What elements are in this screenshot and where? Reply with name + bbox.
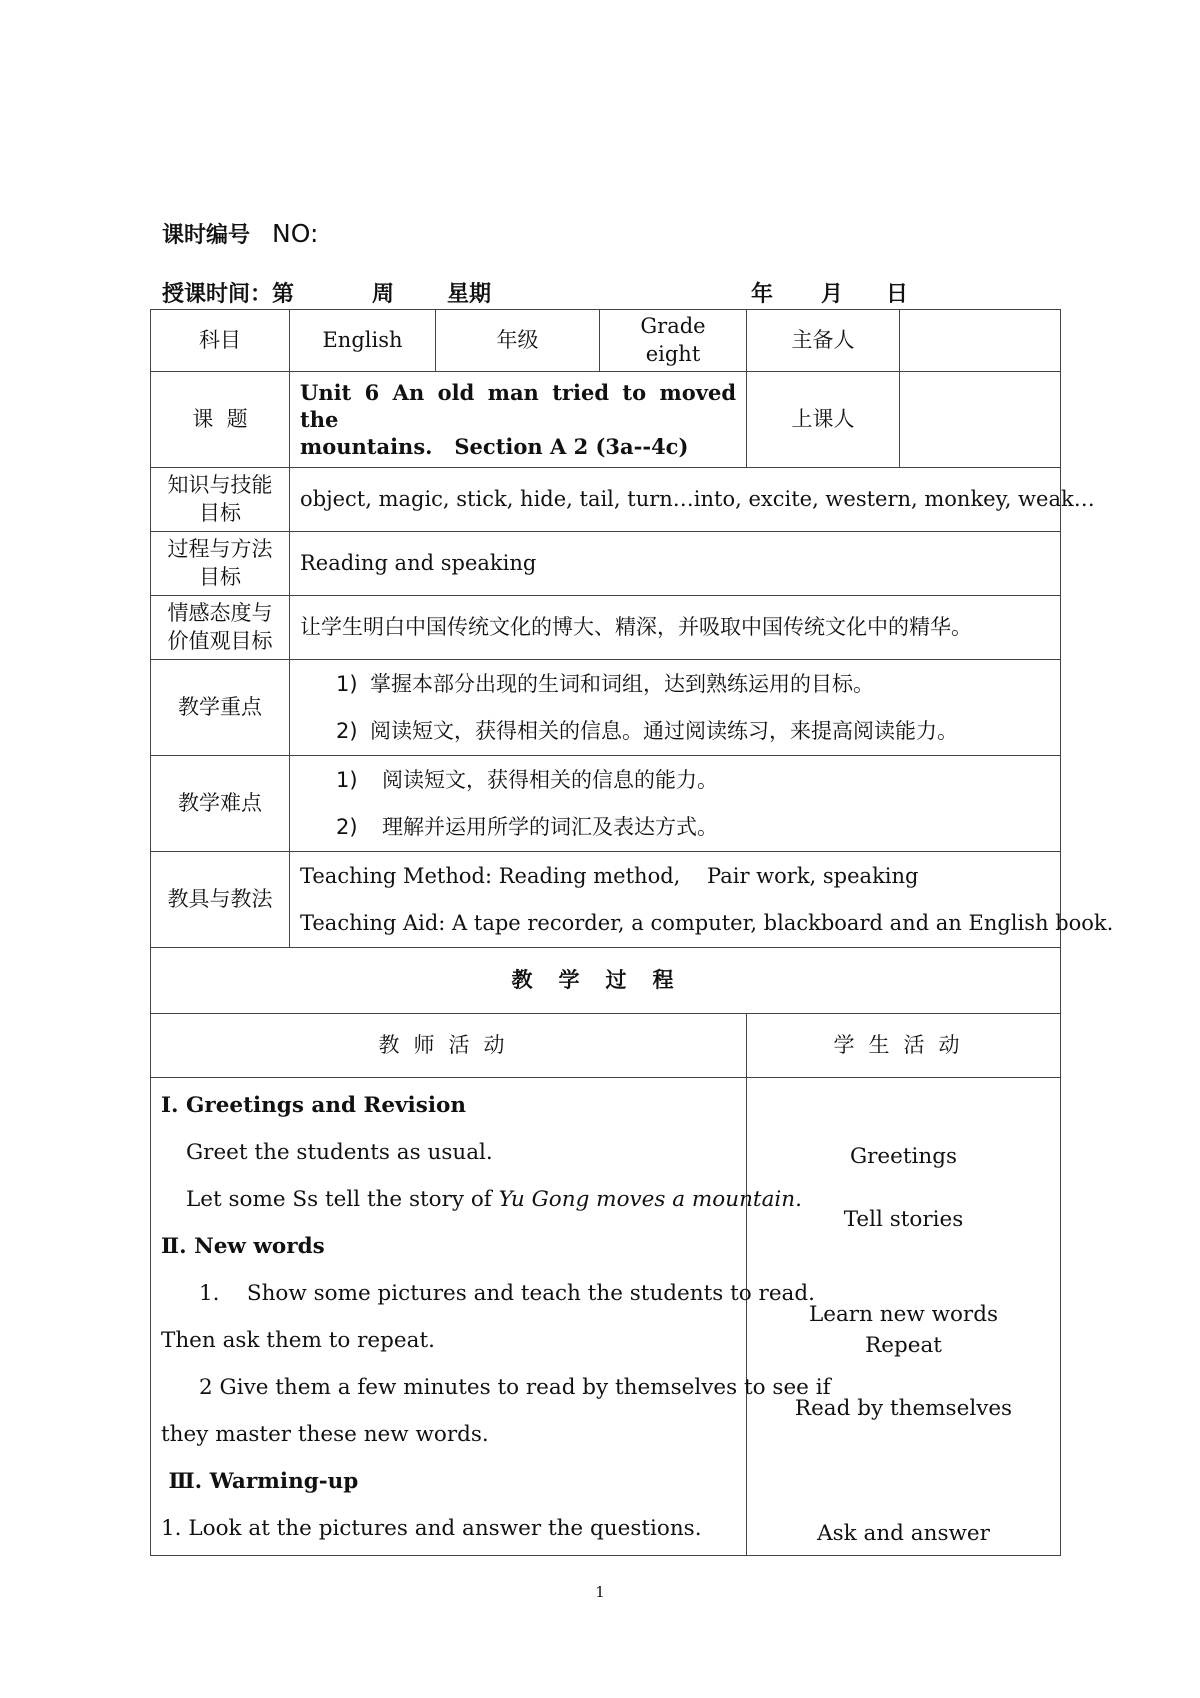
difficult-point-item <box>300 757 1050 804</box>
teacher-activity-header: 教师活动 <box>151 1014 747 1078</box>
topic-label: 课 题 <box>151 372 290 468</box>
key-points-row <box>151 660 1061 756</box>
key-point-text: 阅读短文，获得相关的信息。通过阅读练习，来提高阅读能力。 <box>370 718 958 743</box>
week-label: 周 <box>372 282 395 307</box>
emotion-label-line-1: 情感态度与 <box>167 601 273 626</box>
day-label: 日 <box>886 282 909 307</box>
difficult-points-row <box>151 756 1061 852</box>
teaching-method: Teaching Method: Reading method, Pair work, speaking <box>300 863 919 888</box>
weekday-label: 星期 <box>447 282 492 307</box>
teacher-value <box>900 372 1061 468</box>
year-label: 年 <box>751 282 774 307</box>
topic-line-1: Unit 6 An old man tried to moved the <box>300 379 736 432</box>
lesson-time-label: 授课时间：第 <box>162 282 295 307</box>
knowledge-label-line-1: 知识与技能 <box>167 473 273 498</box>
teacher-step: 1. Look at the pictures and answer the questions. <box>161 1515 702 1541</box>
lesson-number-value: NO: <box>272 219 319 248</box>
emotion-row <box>151 596 1061 660</box>
process-row <box>151 532 1061 596</box>
process-label-line-2: 目标 <box>199 564 241 589</box>
knowledge-row <box>151 468 1061 532</box>
section-heading: Ⅲ. Warming-up <box>161 1468 359 1494</box>
process-value: Reading and speaking <box>290 532 1061 596</box>
method-value <box>290 852 1114 948</box>
difficult-point-number: 1) <box>336 767 358 792</box>
teaching-aid: Teaching Aid: A tape recorder, a computer, blackboard and an English book. <box>300 910 1114 935</box>
preparer-label: 主备人 <box>747 310 900 372</box>
grade-value: Grade eight <box>600 310 747 372</box>
knowledge-label-line-2: 目标 <box>199 500 241 525</box>
lesson-plan-table <box>150 309 1114 1556</box>
key-point-item <box>300 661 1050 708</box>
difficult-points-label: 教学难点 <box>151 756 290 852</box>
teacher-step: Greet the students as usual. <box>186 1139 493 1165</box>
teacher-step <box>161 1176 802 1223</box>
preparer-value <box>900 310 1061 372</box>
difficult-point-text: 阅读短文，获得相关的信息的能力。 <box>382 767 718 792</box>
process-label-line-1: 过程与方法 <box>167 537 273 562</box>
process-label <box>151 532 290 596</box>
topic-value <box>290 372 747 468</box>
student-activity: Greetings <box>849 1144 958 1169</box>
subject-value: English <box>290 310 436 372</box>
page-number: 1 <box>595 1583 605 1601</box>
story-title: Yu Gong moves a mountain <box>498 1186 796 1212</box>
student-activity: Repeat <box>865 1333 942 1358</box>
section-heading: Ⅰ. Greetings and Revision <box>161 1092 466 1118</box>
knowledge-label <box>151 468 290 532</box>
key-point-number: 2) <box>336 718 358 743</box>
method-label: 教具与教法 <box>151 852 290 948</box>
difficult-point-number: 2) <box>336 814 358 839</box>
key-point-text: 掌握本部分出现的生词和词组，达到熟练运用的目标。 <box>370 671 874 696</box>
teacher-step: 1. Show some pictures and teach the students to read. <box>199 1280 815 1306</box>
key-points <box>290 660 1061 756</box>
student-activity: Ask and answer <box>817 1521 990 1546</box>
student-activity: Learn new words <box>808 1302 998 1327</box>
topic-line-2: mountains. Section A 2 (3a--4c) <box>300 434 689 460</box>
lesson-number-label: 课时编号 <box>162 223 251 248</box>
student-activities <box>747 1078 1061 1556</box>
difficult-points <box>290 756 1061 852</box>
emotion-label <box>151 596 290 660</box>
subject-label: 科目 <box>151 310 290 372</box>
teacher-step-text-end: . <box>795 1186 802 1212</box>
knowledge-value: object, magic, stick, hide, tail, turn…into, excite, western, monkey, weak… <box>290 468 1061 532</box>
student-activity: Read by themselves <box>794 1396 1013 1421</box>
lesson-number-line <box>162 218 318 249</box>
section-heading: Ⅱ. New words <box>161 1233 325 1259</box>
student-activity-header: 学生活动 <box>747 1014 1061 1078</box>
teacher-label: 上课人 <box>747 372 900 468</box>
emotion-label-line-2: 价值观目标 <box>167 628 273 653</box>
teaching-process-title: 教学过程 <box>151 948 1061 1014</box>
activity-header-row <box>151 1014 1061 1078</box>
grade-label: 年级 <box>436 310 600 372</box>
teacher-step: 2 Give them a few minutes to read by themselves to see if <box>199 1374 831 1400</box>
difficult-point-item <box>300 804 1050 851</box>
subject-row <box>151 310 1061 372</box>
topic-row <box>151 372 1061 468</box>
key-point-number: 1) <box>336 671 358 696</box>
key-point-item <box>300 708 1050 755</box>
teacher-step: Then ask them to repeat. <box>161 1327 435 1353</box>
emotion-value: 让学生明白中国传统文化的博大、精深，并吸取中国传统文化中的精华。 <box>290 596 1061 660</box>
teacher-activities <box>151 1078 831 1556</box>
student-activity: Tell stories <box>843 1207 964 1232</box>
key-points-label: 教学重点 <box>151 660 290 756</box>
activity-row <box>151 1078 1061 1556</box>
method-row <box>151 852 1061 948</box>
difficult-point-text: 理解并运用所学的词汇及表达方式。 <box>382 814 718 839</box>
teacher-step: they master these new words. <box>161 1421 489 1447</box>
process-title-row <box>151 948 1061 1014</box>
month-label: 月 <box>821 282 844 307</box>
teacher-step-text: Let some Ss tell the story of <box>186 1186 499 1212</box>
